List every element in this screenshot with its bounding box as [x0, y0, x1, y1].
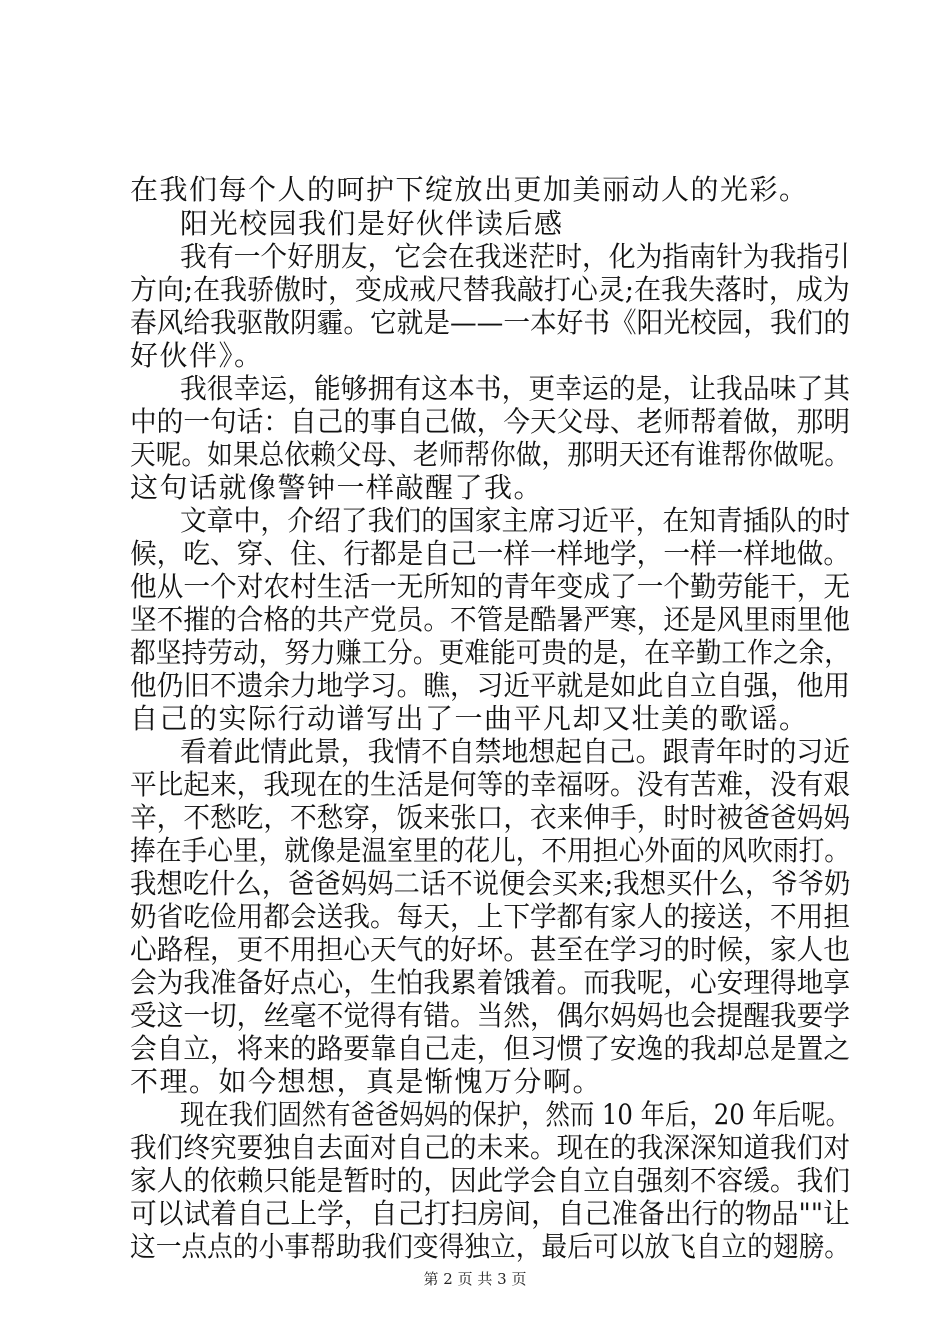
text-line: 自己的实际行动谱写出了一曲平凡却又壮美的歌谣。 [130, 702, 809, 735]
text-line: 奶省吃俭用都会送我。每天，上下学都有家人的接送，不用担 [130, 900, 851, 933]
text-line: 我们终究要独自去面对自己的未来。现在的我深深知道我们对 [130, 1131, 851, 1164]
text-line: 现在我们固然有爸爸妈妈的保护，然而 10 年后，20 年后呢。 [180, 1098, 850, 1131]
text-line: 我想吃什么，爸爸妈妈二话不说便会买来;我想买什么，爷爷奶 [130, 867, 851, 900]
text-line: 可以试着自己上学，自己打扫房间，自己准备出行的物品""让 [130, 1197, 850, 1230]
text-line: 方向;在我骄傲时，变成戒尺替我敲打心灵;在我失落时，成为 [130, 273, 850, 306]
document-title: 阳光校园我们是好伙伴读后感 [180, 207, 564, 240]
text-line: 文章中，介绍了我们的国家主席习近平，在知青插队的时 [180, 504, 851, 537]
text-line: 好伙伴》。 [130, 339, 264, 372]
text-line: 看着此情此景，我情不自禁地想起自己。跟青年时的习近 [180, 735, 851, 768]
text-line: 平比起来，我现在的生活是何等的幸福呀。没有苦难，没有艰 [130, 768, 851, 801]
text-line: 心路程，更不用担心天气的好坏。甚至在学习的时候，家人也 [130, 933, 851, 966]
text-line: 辛，不愁吃，不愁穿，饭来张口，衣来伸手，时时被爸爸妈妈 [130, 801, 851, 834]
text-line: 春风给我驱散阴霾。它就是——一本好书《阳光校园，我们的 [130, 306, 851, 339]
text-line: 受这一切，丝毫不觉得有错。当然，偶尔妈妈也会提醒我要学 [130, 999, 851, 1032]
page-number-footer: 第 2 页 共 3 页 [423, 1270, 527, 1288]
text-line: 候，吃、穿、住、行都是自己一样一样地学，一样一样地做。 [130, 537, 851, 570]
text-line: 天呢。如果总依赖父母、老师帮你做，那明天还有谁帮你做呢。 [130, 438, 851, 471]
text-line: 家人的依赖只能是暂时的，因此学会自立自强刻不容缓。我们 [130, 1164, 851, 1197]
text-line: 会自立，将来的路要靠自己走，但习惯了安逸的我却总是置之 [130, 1032, 851, 1065]
text-line: 他仍旧不遗余力地学习。瞧，习近平就是如此自立自强，他用 [130, 669, 851, 702]
text-line: 捧在手心里，就像是温室里的花儿，不用担心外面的风吹雨打。 [130, 834, 851, 867]
text-line: 这句话就像警钟一样敲醒了我。 [130, 471, 544, 504]
text-line: 在我们每个人的呵护下绽放出更加美丽动人的光彩。 [130, 173, 809, 206]
text-line: 我有一个好朋友，它会在我迷茫时，化为指南针为我指引 [180, 240, 851, 273]
text-line: 这一点点的小事帮助我们变得独立，最后可以放飞自立的翅膀。 [130, 1230, 851, 1263]
text-line: 不理。如今想想，真是惭愧万分啊。 [130, 1065, 603, 1098]
text-line: 会为我准备好点心，生怕我累着饿着。而我呢，心安理得地享 [130, 966, 851, 999]
text-line: 坚不摧的合格的共产党员。不管是酷暑严寒，还是风里雨里他 [130, 603, 851, 636]
text-line: 我很幸运，能够拥有这本书，更幸运的是，让我品味了其 [180, 372, 851, 405]
text-line: 他从一个对农村生活一无所知的青年变成了一个勤劳能干，无 [130, 570, 851, 603]
text-line: 都坚持劳动，努力赚工分。更难能可贵的是，在辛勤工作之余， [130, 636, 851, 669]
text-line: 中的一句话：自己的事自己做，今天父母、老师帮着做，那明 [130, 405, 851, 438]
